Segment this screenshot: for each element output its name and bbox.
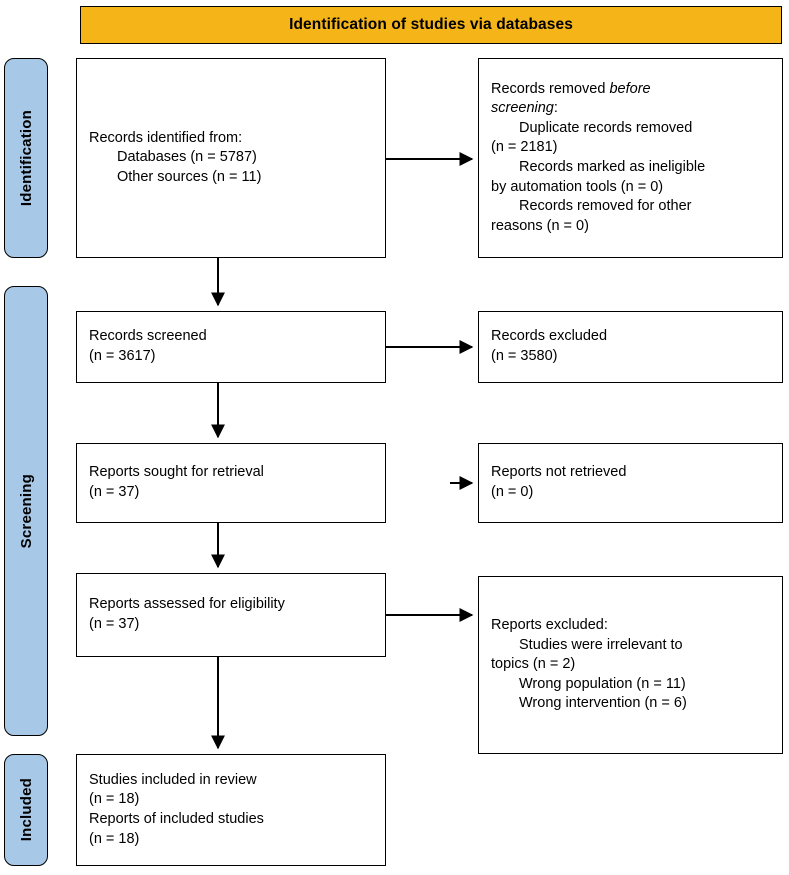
- records-excluded-line-1: Records excluded: [491, 328, 608, 345]
- records-screened-line-1: Records screened: [89, 328, 207, 345]
- phase-label-included-text: Included: [17, 778, 35, 842]
- box-reports-assessed: [76, 573, 386, 657]
- box-studies-included: [76, 754, 386, 866]
- reports-sought-line-1: Reports sought for retrieval: [89, 464, 264, 481]
- box-reports-sought: [76, 443, 386, 523]
- reports-excluded-line-4: Wrong population (n = 11): [519, 675, 686, 692]
- reports-assessed-line-2: (n = 37): [89, 616, 140, 632]
- reports-excluded-line-5: Wrong intervention (n = 6): [519, 695, 687, 712]
- box-records-identified: [76, 58, 386, 258]
- box-records-removed: [478, 58, 783, 258]
- reports-assessed-line-1: Reports assessed for eligibility: [89, 596, 285, 613]
- box-records-screened: [76, 311, 386, 383]
- records-removed-line-2: [491, 99, 770, 119]
- records-removed-line-4: (n = 2181): [491, 139, 558, 156]
- studies-included-line-3: Reports of included studies: [89, 811, 264, 827]
- reports-not-retrieved-line-2: (n = 0): [491, 484, 534, 500]
- records-excluded-line-2: (n = 3580): [491, 348, 558, 364]
- records-removed-line-2b: :: [553, 100, 558, 117]
- phase-label-identification-text: Identification: [17, 109, 35, 207]
- phase-label-screening: [4, 286, 48, 736]
- studies-included-line-1: Studies included in review: [89, 771, 257, 788]
- records-removed-line-8: reasons (n = 0): [491, 217, 589, 234]
- box-records-excluded: [478, 311, 783, 383]
- studies-included-line-4: (n = 18): [89, 830, 140, 847]
- records-identified-line-3: Other sources (n = 11): [117, 168, 262, 185]
- reports-excluded-line-1: Reports excluded:: [491, 617, 608, 634]
- box-reports-excluded: [478, 576, 783, 754]
- reports-not-retrieved-line-1: Reports not retrieved: [491, 464, 627, 481]
- records-identified-line-2: Databases (n = 5787): [117, 149, 257, 166]
- records-removed-line-3: Duplicate records removed: [519, 119, 693, 136]
- reports-excluded-line-3: topics (n = 2): [491, 656, 576, 673]
- records-removed-line-1b: before: [609, 80, 651, 97]
- records-identified-line-1: Records identified from:: [89, 129, 243, 146]
- records-removed-line-1: [491, 80, 770, 100]
- records-removed-line-2a: screening: [491, 100, 554, 117]
- reports-excluded-line-2: Studies were irrelevant to: [519, 636, 683, 653]
- studies-included-line-2: (n = 18): [89, 791, 140, 808]
- reports-sought-line-2: (n = 37): [89, 484, 140, 500]
- records-removed-line-7: Records removed for other: [519, 198, 692, 215]
- records-screened-line-2: (n = 3617): [89, 348, 156, 364]
- box-reports-not-retrieved: [478, 443, 783, 523]
- phase-label-included: [4, 754, 48, 866]
- phase-label-screening-text: Screening: [17, 473, 35, 549]
- records-removed-line-1a: Records removed: [491, 80, 610, 97]
- records-removed-line-6: by automation tools (n = 0): [491, 178, 664, 195]
- records-removed-line-5: Records marked as ineligible: [519, 159, 706, 175]
- phase-label-identification: [4, 58, 48, 258]
- diagram-title: Identification of studies via databases: [289, 16, 573, 33]
- diagram-title-banner: [80, 6, 782, 44]
